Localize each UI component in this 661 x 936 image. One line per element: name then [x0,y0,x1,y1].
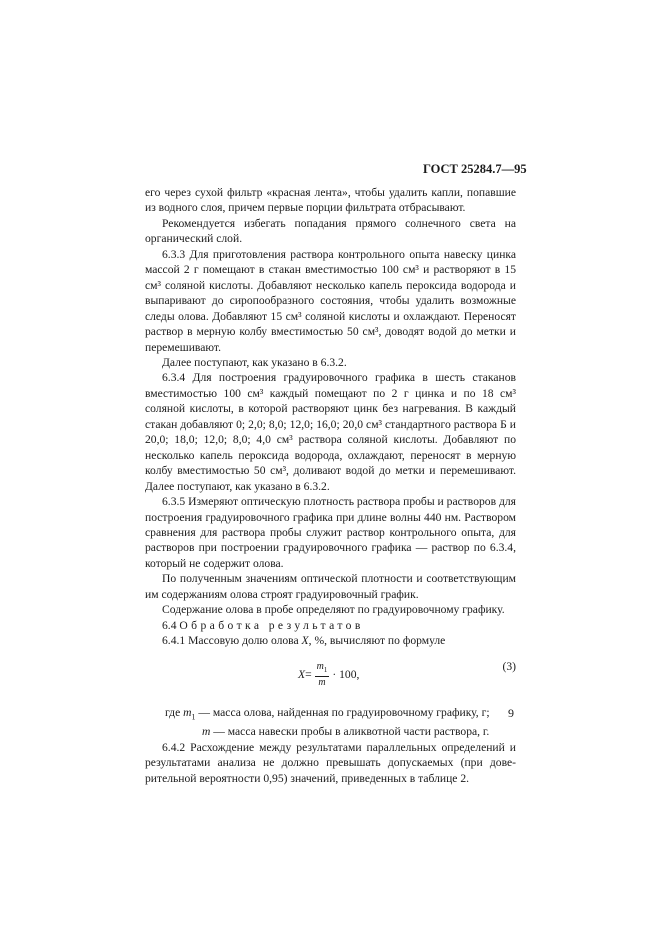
variable-x: X [301,634,309,648]
text-fragment: — масса навески пробы в аликвотной части раствора, г. [210,725,490,739]
paragraph-tin-content: Содержание олова в пробе определяют по градуировочному графику. [162,603,505,617]
section-heading-6-4 [145,618,516,633]
section-title: Обработка результатов [179,618,364,632]
formula-legend-m [145,724,516,739]
text-fragment: где [165,705,184,719]
page-number: 9 [508,706,514,720]
paragraph-sunlight: Рекомендуется избегать попадания прямого солнечного света на органический слой. [145,216,516,246]
paragraph-6-3-4: 6.3.4 Для построения градуировочного графика в шесть стаканов вместимостью 100 см³ каждый помещают по 2 г цинка и по 18 см³ соляной кислоты, в которой растворяют цинк без нагревания. В каждый стакан добавляют 0; 2,0; 8,0; 12,0; 16,0; 20,0 см³ стандартного раствора Б и 20,0; 18,0; 12,0; 8,0; 4,0 см³ раствора соляной кислоты. Добавляют по несколько капель пероксида водорода, охлаждают, переносят в мерную колбу вместимостью 50 см³, доливают водой до метки и перемешивают. Далее поступают, как указано в 6.3.2. [145,371,516,493]
paragraph-see-6-3-2: Далее поступают, как указано в 6.3.2. [162,355,347,369]
variable-sub: 1 [191,711,196,721]
document-body [145,185,516,786]
formula-legend-m1 [145,705,516,725]
paragraph-6-3-5: 6.3.5 Измеряют оптическую плотность раствора пробы и растворов для построения градуировочного графика при длине волны 440 нм. Раствором сравнения для раствора пробы служит раствор контрольного опыта, для растворов при построении градуировочного графика — раствор по 6.3.4, который не содержит олова. [145,495,516,570]
fraction-denominator: m [318,676,326,688]
formula-fraction [315,661,330,689]
standard-header: ГОСТ 25284.7—95 [423,162,527,176]
fraction-numerator [315,661,330,677]
formula [298,661,359,689]
numerator-sub: 1 [323,665,328,674]
paragraph-6-4-2: 6.4.2 Расхождение между результатами параллельных определений и результатами анализа не должно превышать допускаемых (при доверительной вероятности 0,95) значений, приведенных в таблице 2. [145,740,516,785]
paragraph-filter: его через сухой фильтр «красная лента», чтобы удалить капли, попавшие из водного слоя, причем первые порции фильтрата отбрасывают. [145,186,516,215]
text-fragment: , %, вычисляют по формуле [308,634,446,648]
formula-equals: = [305,667,312,681]
formula-lhs: X [298,667,306,681]
formula-rhs: · 100, [332,667,360,681]
variable-m: m [183,705,192,719]
paragraph-6-4-1 [145,633,516,648]
formula-block [145,659,516,695]
section-number: 6.4 [162,618,177,632]
numerator-var: m [316,660,324,672]
variable-m: m [202,725,211,739]
paragraph-calibration-graph: По полученным значениям оптической плотности и соответствующим им содержаниям олова строят градуировочный график. [145,572,516,601]
paragraph-6-3-3: 6.3.3 Для приготовления раствора контрольного опыта навеску цинка массой 2 г помещают в стакан вместимостью 100 см³ и растворяют в 15 см³ соляной кислоты. Добавляют несколько капель пероксида водорода и выпаривают до сиропообразного состояния, чтобы удалить возможные следы олова. Добавляют 15 см³ соляной кислоты и охлаждают. Переносят раствор в мерную колбу вместимостью 50 см³, доводят водой до метки и перемешивают. [145,247,516,354]
text-fragment: 6.4.1 Массовую долю олова [162,634,302,648]
text-fragment: — масса олова, найденная по градуировочному графику, г; [195,705,490,719]
formula-number: (3) [502,659,516,673]
